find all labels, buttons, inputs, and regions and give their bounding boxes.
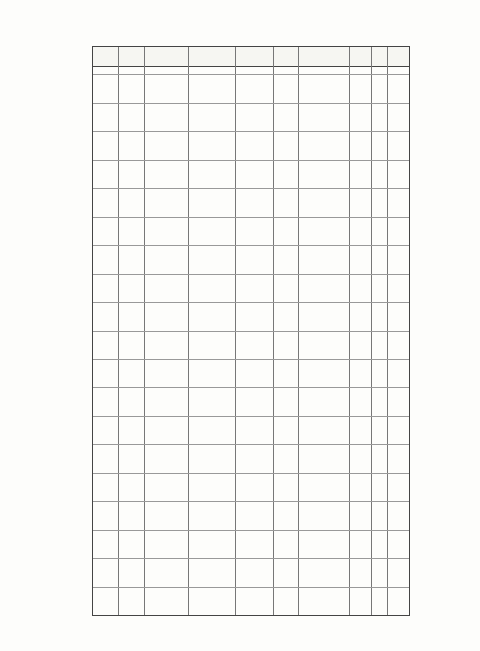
- table-row: [93, 417, 409, 445]
- table-row: [93, 303, 409, 331]
- table-row: [93, 246, 409, 274]
- table-row: [93, 360, 409, 388]
- table-row: [93, 218, 409, 246]
- table-row: [93, 161, 409, 189]
- table-row: [93, 531, 409, 559]
- table-row: [93, 588, 409, 615]
- table-row: [93, 559, 409, 587]
- table-row: [93, 47, 409, 75]
- table-row: [93, 502, 409, 530]
- table-row: [93, 275, 409, 303]
- table-row: [93, 445, 409, 473]
- table-row: [93, 104, 409, 132]
- table-row: [93, 474, 409, 502]
- table-row: [93, 75, 409, 103]
- table-row: [93, 388, 409, 416]
- table-row: [93, 189, 409, 217]
- table-block: [92, 46, 410, 616]
- table-row: [93, 332, 409, 360]
- table-rows: [93, 47, 409, 615]
- table-row: [93, 132, 409, 160]
